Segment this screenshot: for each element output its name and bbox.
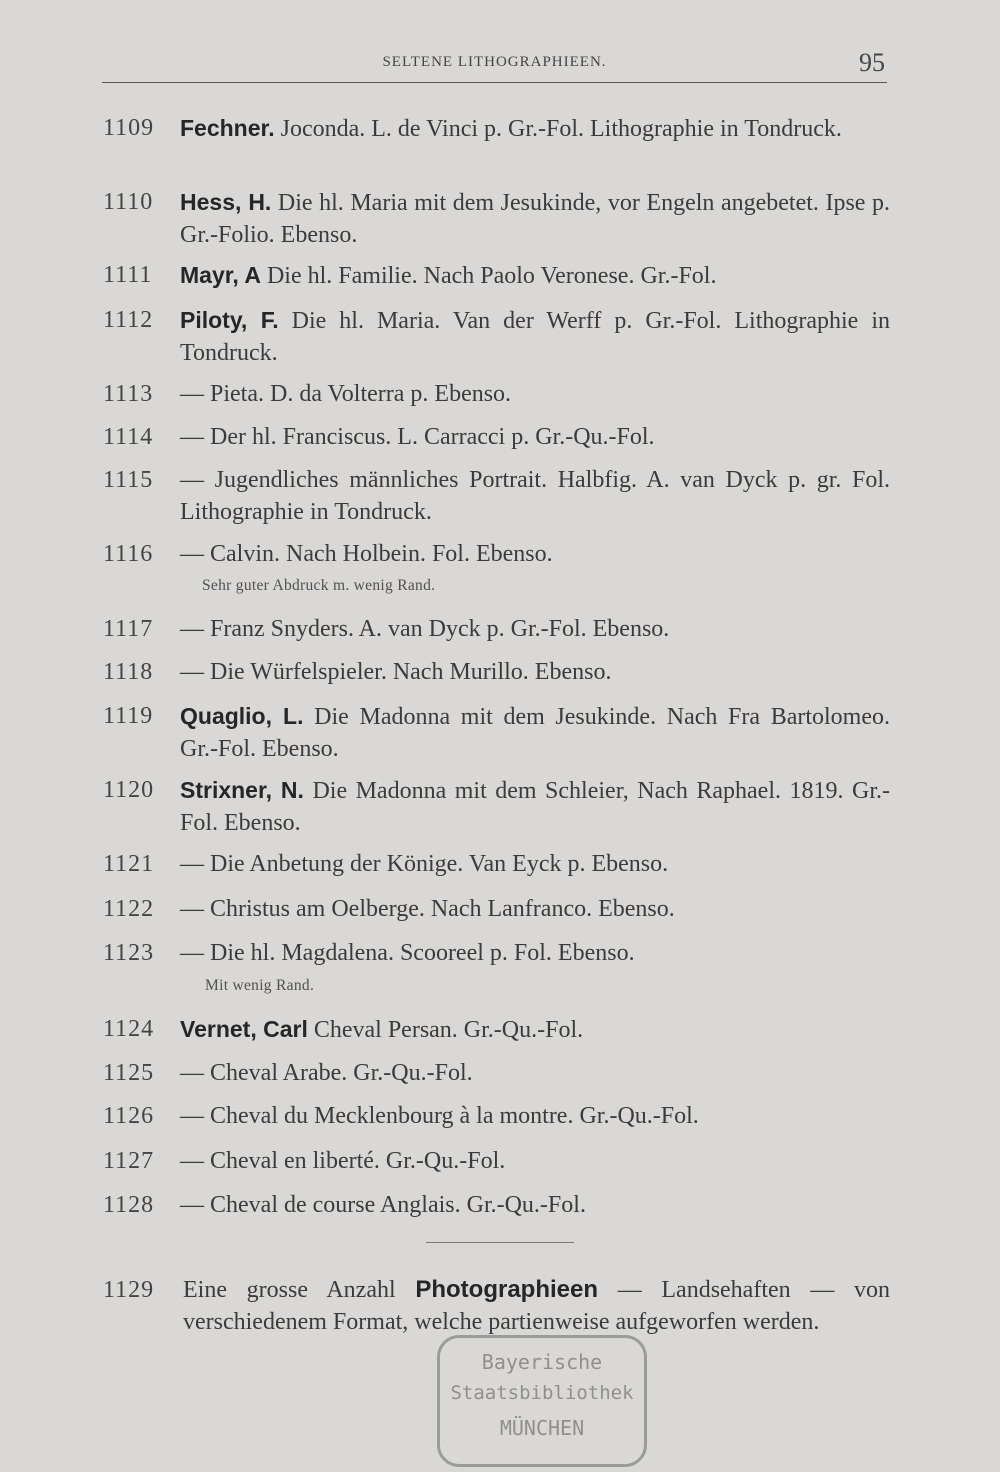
entry-description: — Die Würfelspieler. Nach Murillo. Ebenso. — [180, 659, 612, 685]
stamp-line-1: Bayerische — [481, 1350, 603, 1374]
entry-number: 1114 — [103, 424, 154, 450]
entry-description: — Der hl. Franciscus. L. Carracci p. Gr.-Qu.-Fol. — [180, 424, 655, 450]
section-divider — [426, 1242, 574, 1243]
entry-number: 1124 — [103, 1016, 155, 1042]
entry-number: 1115 — [103, 467, 154, 493]
artist-name: Piloty, F. — [180, 307, 279, 333]
catalog-entry — [103, 186, 890, 251]
catalog-entry — [103, 848, 890, 880]
entry-number: 1128 — [103, 1192, 155, 1218]
entry-number: 1127 — [103, 1148, 155, 1174]
artist-name: Vernet, Carl — [180, 1016, 308, 1042]
entry-description: — Die Anbetung der Könige. Van Eyck p. Ebenso. — [180, 851, 669, 877]
entry-description: — Cheval de course Anglais. Gr.-Qu.-Fol. — [180, 1192, 586, 1218]
entry-note: Mit wenig Rand. — [205, 977, 315, 994]
artist-name: Mayr, A — [180, 262, 261, 288]
entry-number: 1112 — [103, 307, 154, 333]
entry-description: Cheval Persan. Gr.-Qu.-Fol. — [313, 1017, 584, 1043]
artist-name: Hess, H. — [180, 189, 272, 215]
catalog-entry — [103, 656, 890, 688]
entry-number: 1113 — [103, 381, 154, 407]
catalog-entry — [103, 259, 890, 292]
entry-description: — Calvin. Nach Holbein. Fol. Ebenso. — [180, 541, 553, 567]
catalog-entry — [103, 937, 890, 969]
catalog-entry — [103, 613, 890, 645]
catalog-entry — [103, 1013, 890, 1046]
entry-description: Die Madonna mit dem Jesukinde. Nach Fra Bartolomeo. Gr.-Fol. Ebenso. — [180, 704, 891, 762]
entry-description: Die hl. Familie. Nach Paolo Veronese. Gr.-Fol. — [266, 263, 717, 289]
entry-note: Sehr guter Abdruck m. wenig Rand. — [202, 577, 436, 594]
entry-description: — Christus am Oelberge. Nach Lanfranco. Ebenso. — [180, 896, 675, 922]
stamp-line-3: MÜNCHEN — [499, 1416, 585, 1440]
entry-number: 1122 — [103, 896, 155, 922]
entry-description: — Cheval du Mecklenbourg à la montre. Gr.-Qu.-Fol. — [180, 1103, 699, 1129]
entry-number: 1116 — [103, 541, 154, 567]
entry-description: — Die hl. Magdalena. Scooreel p. Fol. Ebenso. — [180, 940, 635, 966]
entry-description: Die Madonna mit dem Schleier, Nach Raphael. 1819. Gr.-Fol. Ebenso. — [180, 778, 890, 836]
artist-name: Strixner, N. — [180, 777, 304, 803]
artist-name: Quaglio, L. — [180, 703, 304, 729]
entry-number: 1111 — [103, 262, 153, 288]
running-title: SELTENE LITHOGRAPHIEEN. — [382, 54, 607, 70]
entry-number: 1125 — [103, 1060, 155, 1086]
entry-number: 1118 — [103, 659, 154, 685]
entry-description: Die hl. Maria mit dem Jesukinde, vor Engeln angebetet. Ipse p. Gr.-Folio. Ebenso. — [180, 190, 890, 248]
entry-number: 1121 — [103, 851, 155, 877]
entry-description: — Franz Snyders. A. van Dyck p. Gr.-Fol. Ebenso. — [180, 616, 670, 642]
page-header — [102, 48, 887, 83]
catalog-entry — [103, 464, 890, 528]
entry-description: Joconda. L. de Vinci p. Gr.-Fol. Lithographie in Tondruck. — [280, 116, 842, 142]
catalog-entry — [103, 421, 890, 453]
photographieen-heading: Photographieen — [415, 1276, 599, 1303]
catalog-entry-final — [103, 1274, 890, 1338]
catalog-entry — [103, 378, 890, 410]
catalog-entry — [103, 112, 890, 145]
entry-number: 1123 — [103, 940, 155, 966]
entry-description: — Pieta. D. da Volterra p. Ebenso. — [180, 381, 512, 407]
entry-description: — Cheval en liberté. Gr.-Qu.-Fol. — [180, 1148, 506, 1174]
catalog-entry — [103, 893, 890, 925]
entry-description-end: — Landsehaften — von verschiedenem Format, welche partienweise aufgeworfen werden. — [183, 1277, 891, 1335]
entry-number: 1119 — [103, 703, 154, 729]
stamp-line-2: Staatsbibliothek — [450, 1382, 634, 1404]
catalog-entry — [103, 1145, 890, 1177]
entry-description: Die hl. Maria. Van der Werff p. Gr.-Fol. Lithographie in Tondruck. — [180, 308, 891, 366]
catalog-entry — [103, 1189, 890, 1221]
catalog-entry — [103, 304, 890, 369]
catalog-entry — [103, 774, 890, 839]
entry-number: 1120 — [103, 777, 155, 803]
page-number: 95 — [859, 48, 885, 77]
entry-number: 1109 — [103, 115, 155, 141]
entry-number: 1126 — [103, 1103, 155, 1129]
catalog-entry — [103, 1057, 890, 1089]
entry-number: 1129 — [103, 1277, 155, 1303]
entry-number: 1117 — [103, 616, 154, 642]
library-stamp — [437, 1335, 647, 1467]
catalog-entry — [103, 1100, 890, 1132]
entry-description: — Cheval Arabe. Gr.-Qu.-Fol. — [180, 1060, 473, 1086]
artist-name: Fechner. — [180, 115, 275, 141]
entry-description-start: Eine grosse Anzahl — [183, 1277, 396, 1303]
entry-number: 1110 — [103, 189, 154, 215]
entry-description: — Jugendliches männliches Portrait. Halbfig. A. van Dyck p. gr. Fol. Lithographie in Tondruck. — [180, 467, 890, 525]
catalog-entry — [103, 538, 890, 570]
catalog-entry — [103, 700, 890, 765]
